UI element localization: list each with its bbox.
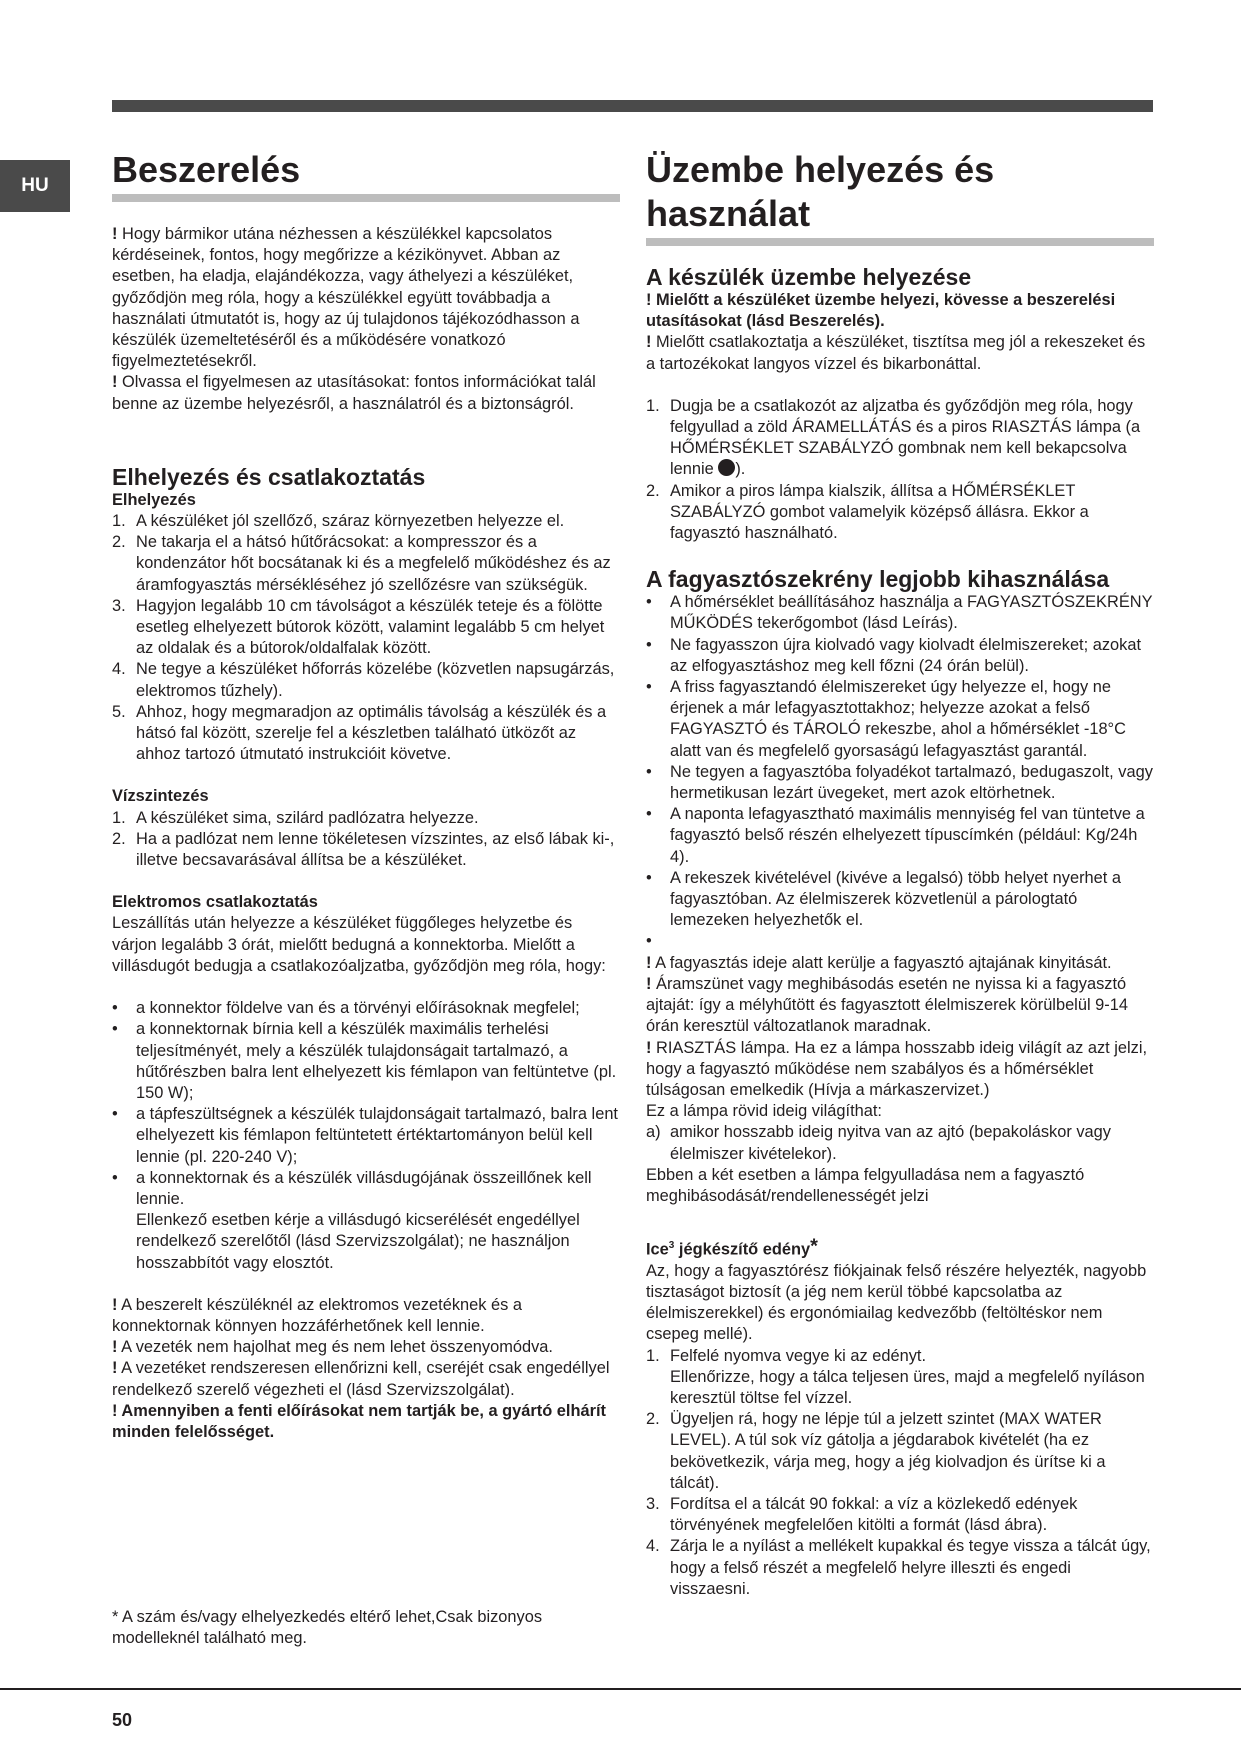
freezer-note-1: ! A fagyasztás ideje alatt kerülje a fagyasztó ajtajának kinyitását. (646, 953, 1112, 972)
electric-checklist (112, 998, 620, 1210)
language-tab (0, 160, 70, 212)
right-column (646, 148, 1154, 1600)
startup-heading: A készülék üzembe helyezése (646, 264, 972, 290)
liability-warning: ! Amennyiben a fenti előírásokat nem tartják be, a gyártó elhárít minden felelősséget. (112, 1401, 606, 1441)
list-item: • A naponta lefagyasztható maximális mennyiség fel van tüntetve a fagyasztó belső részén elhelyezett típuscímkén (például: Kg/24h 4). (646, 804, 1154, 868)
electric-paragraph: Leszállítás után helyezze a készüléket függőleges helyzetbe és várjon legalább 3 órát, mielőtt bedugná a konnektorba. Mielőtt a villásdugót bedugja a csatlakozóaljzatba, győződjön meg róla, hogy: (112, 914, 606, 975)
language-code: HU (21, 175, 49, 196)
list-item: 4. Ne tegye a készüléket hőforrás közelébe (közvetlen napsugárzás, elektromos tűzhely). (112, 660, 615, 700)
list-item: • a konnektornak és a készülék villásdugójának összeillőnek kell lennie. (112, 1168, 620, 1210)
left-column (112, 148, 620, 1443)
list-item (646, 931, 1154, 952)
electric-subheading: Elektromos csatlakoztatás (112, 893, 318, 912)
ice-heading: Ice$^3$ jégkészítő edény* (646, 1235, 818, 1259)
startup-note: ! Mielőtt csatlakoztatja a készüléket, tisztítsa meg jól a rekeszeket és a tartozékokat langyos vízzel és bikarbonáttal. (646, 333, 1146, 373)
freezer-note-2: ! Áramszünet vagy meghibásodás esetén ne nyissa ki a fagyasztó ajtaját: így a mélyhűtött és fagyasztott élelmiszerek körülbelül 9-14 órán keresztül változatlanok maradnak. (646, 974, 1128, 1036)
list-item: • a konnektornak bírnia kell a készülék maximális terhelési teljesítményét, mely a készülék tulajdonságait tartalmazó, a hűtőrészben balra lent elhelyezett kis fémlapon van feltüntetve (pl. 150 W); (112, 1019, 620, 1104)
list-item: • a tápfeszültségnek a készülék tulajdonságait tartalmazó, balra lent elhelyezett kis fémlapon feltüntetett értéktartományon belül kell lennie (pl. 220-240 V); (112, 1104, 620, 1168)
list-item: 3. Hagyjon legalább 10 cm távolságot a készülék teteje és a fölötte esetleg elhelyezett bútorok között, valamint legalább 5 cm helyet az oldalak és a bútorok/oldalfalak között. (112, 596, 605, 658)
lamp-end-text: Ebben a két esetben a lámpa felgyulladása nem a fagyasztó meghibásodását/rendellenességét jelzi (646, 1165, 1085, 1205)
freezer-tips (646, 592, 1154, 952)
list-item: a) amikor hosszabb ideig nyitva van az ajtó (bepakoláskor vagy élelmiszer kivételekor). (646, 1123, 1111, 1163)
off-position-icon (718, 459, 735, 476)
list-item: • Ne tegyen a fagyasztóba folyadékot tartalmazó, bedugaszolt, vagy hermetikusan lezárt üvegeket, mert azok eltörhetnek. (646, 762, 1154, 804)
startup-bold-note: ! Mielőtt a készüléket üzembe helyezi, kövesse a beszerelési utasításokat (lásd Beszerelés). (646, 291, 1116, 331)
placement-heading: Elhelyezés és csatlakoztatás (112, 463, 426, 490)
electric-extra-note: Ellenkező esetben kérje a villásdugó kicserélését engedéllyel rendelkező szerelőtől (lásd Szervizszolgálat); ne használjon hosszabbítót vagy elosztót. (136, 1211, 580, 1272)
electric-note-3: ! A vezetéket rendszeresen ellenőrizni kell, cseréjét csak engedéllyel rendelkező szerelő végezheti el (lásd Szervizszolgálat). (112, 1359, 610, 1399)
lamp-text: Ez a lámpa rövid ideig világíthat: (646, 1102, 882, 1121)
page-number: 50 (112, 1710, 133, 1730)
startup-list (646, 396, 1154, 544)
bottom-rule (0, 1688, 1241, 1690)
list-item: 1. Dugja be a csatlakozót az aljzatba és győződjön meg róla, hogy felgyullad a zöld ÁRAMELLÁTÁS és a piros RIASZTÁS lámpa (a HŐMÉRSÉKLET SZABÁLYZÓ gombnak nem kell bekapcsolva lennie ). (646, 396, 1141, 479)
intro-paragraph-1: ! Hogy bármikor utána nézhessen a készülékkel kapcsolatos kérdéseinek, fontos, hogy megőrizze a kézikönyvet. Abban az esetben, ha eladja, elajándékozza, vagy áthelyezi a készüléket, győződjön meg róla, hogy a készülékkel együtt továbbadja a használati útmutatót is, hogy az új tulajdonos tájékozódhasson a készülék üzemeltetéséről és a működésére vonatkozó figyelmeztetésekről. (112, 225, 580, 371)
electric-note-1: ! A beszerelt készüléknél az elektromos vezetéknek és a konnektornak könnyen hozzáférhetőnek kell lennie. (112, 1295, 522, 1335)
list-item: 2. Ha a padlózat nem lenne tökéletesen vízszintes, az első lábak ki-, illetve becsavarásával állítsa be a készüléket. (112, 829, 615, 870)
top-rule (112, 100, 1153, 112)
list-item: • a konnektor földelve van és a törvényi előírásoknak megfelel; (112, 998, 620, 1019)
list-item: 3. Fordítsa el a tálcát 90 fokkal: a víz a közlekedő edények törvényének megfelelően kitölti a formát (lásd ábra). (646, 1495, 1078, 1535)
list-item: 1. A készüléket sima, szilárd padlózatra helyezze. (112, 808, 479, 827)
list-item: • Ne fagyasszon újra kiolvadó vagy kiolvadt élelmiszereket; azokat az elfogyasztáshoz meg kell főzni (24 órán belül). (646, 635, 1154, 677)
list-item: 1. A készüléket jól szellőző, száraz környezetben helyezze el. (112, 512, 565, 531)
footnote: * A szám és/vagy elhelyezkedés eltérő lehet,Csak bizonyos modelleknél található meg. (112, 1608, 543, 1648)
installation-title: Beszerelés (112, 148, 620, 202)
list-item: 2. Ügyeljen rá, hogy ne lépje túl a jelzett szintet (MAX WATER LEVEL). A túl sok víz gátolja a jégdarabok kivételét (ha ez bekövetkezik, várja meg, hogy a jég kiolvadjon és ürítse ki a tálcát). (646, 1410, 1106, 1492)
list-item: 2. Amikor a piros lámpa kialszik, állítsa a HŐMÉRSÉKLET SZABÁLYZÓ gombot valamelyik középső állásra. Ekkor a fagyasztó használható. (646, 481, 1089, 543)
freezer-note-3: ! RIASZTÁS lámpa. Ha ez a lámpa hosszabb ideig világít az azt jelzi, hogy a fagyasztó működése nem szabályos és a hőmérséklet túlságosan emelkedik (Hívja a márkaszervizet.) (646, 1038, 1148, 1099)
list-item: 1. Felfelé nyomva vegye ki az edényt. Ellenőrizze, hogy a tálca teljesen üres, majd a megfelelő nyíláson keresztül töltse fel vízzel. (646, 1346, 1145, 1408)
freezer-heading: A fagyasztószekrény legjobb kihasználása (646, 566, 1110, 593)
startup-title: Üzembe helyezés és használat (646, 148, 1154, 246)
ice-steps (646, 1346, 1154, 1600)
intro-paragraph-2: ! Olvassa el figyelmesen az utasításokat: fontos információkat talál benne az üzembe helyezésről, a használatról és a biztonságról. (112, 373, 596, 413)
list-item: • A rekeszek kivételével (kivéve a legalsó) több helyet nyerhet a fagyasztóban. Az élelmiszerek közvetlenül a párologtató lemezeken helyezhetők el. (646, 868, 1154, 932)
ice-paragraph: Az, hogy a fagyasztórész fiókjainak felső részére helyezték, nagyobb tisztaságot biztosít (a jég nem kerül többé kapcsolatba az élelmiszerekkel) és ergonómiailag kedvezőbb (feltöltéskor nem csepeg mellé). (646, 1261, 1147, 1344)
lamp-list (646, 1122, 1154, 1164)
placement-list (112, 511, 620, 765)
placement-subheading: Elhelyezés (112, 490, 196, 509)
leveling-list (112, 808, 620, 872)
list-item: • A friss fagyasztandó élelmiszereket úgy helyezze el, hogy ne érjenek a már lefagyasztottakhoz; helyezze azokat a felső FAGYASZTÓ és TÁROLÓ rekeszbe, ahol a hőmérséklet -18°C alatt van és megfelelő gyorsaságú lefagyasztást garantál. (646, 677, 1154, 762)
list-item: 4. Zárja le a nyílást a mellékelt kupakkal és tegye vissza a tálcát úgy, hogy a felső részét a megfelelő helyre illeszti és engedi visszaesni. (646, 1537, 1151, 1598)
list-item: • A hőmérséklet beállításához használja a FAGYASZTÓSZEKRÉNY MŰKÖDÉS tekerőgombot (lásd Leírás). (646, 592, 1154, 634)
list-item: 2. Ne takarja el a hátsó hűtőrácsokat: a kompresszor és a kondenzátor hőt bocsátanak ki és a megfelelő működéshez és az áramfogyasztás mérsékléséhez jó szellőzésre van szükségük. (112, 533, 611, 594)
list-item: 5. Ahhoz, hogy megmaradjon az optimális távolság a készülék és a hátsó fal között, szerelje fel a készletben található ütközőt az ahhoz tartozó útmutató instrukcióit követve. (112, 702, 607, 764)
electric-note-2: ! A vezeték nem hajolhat meg és nem lehet összenyomódva. (112, 1338, 553, 1357)
leveling-subheading: Vízszintezés (112, 787, 209, 806)
